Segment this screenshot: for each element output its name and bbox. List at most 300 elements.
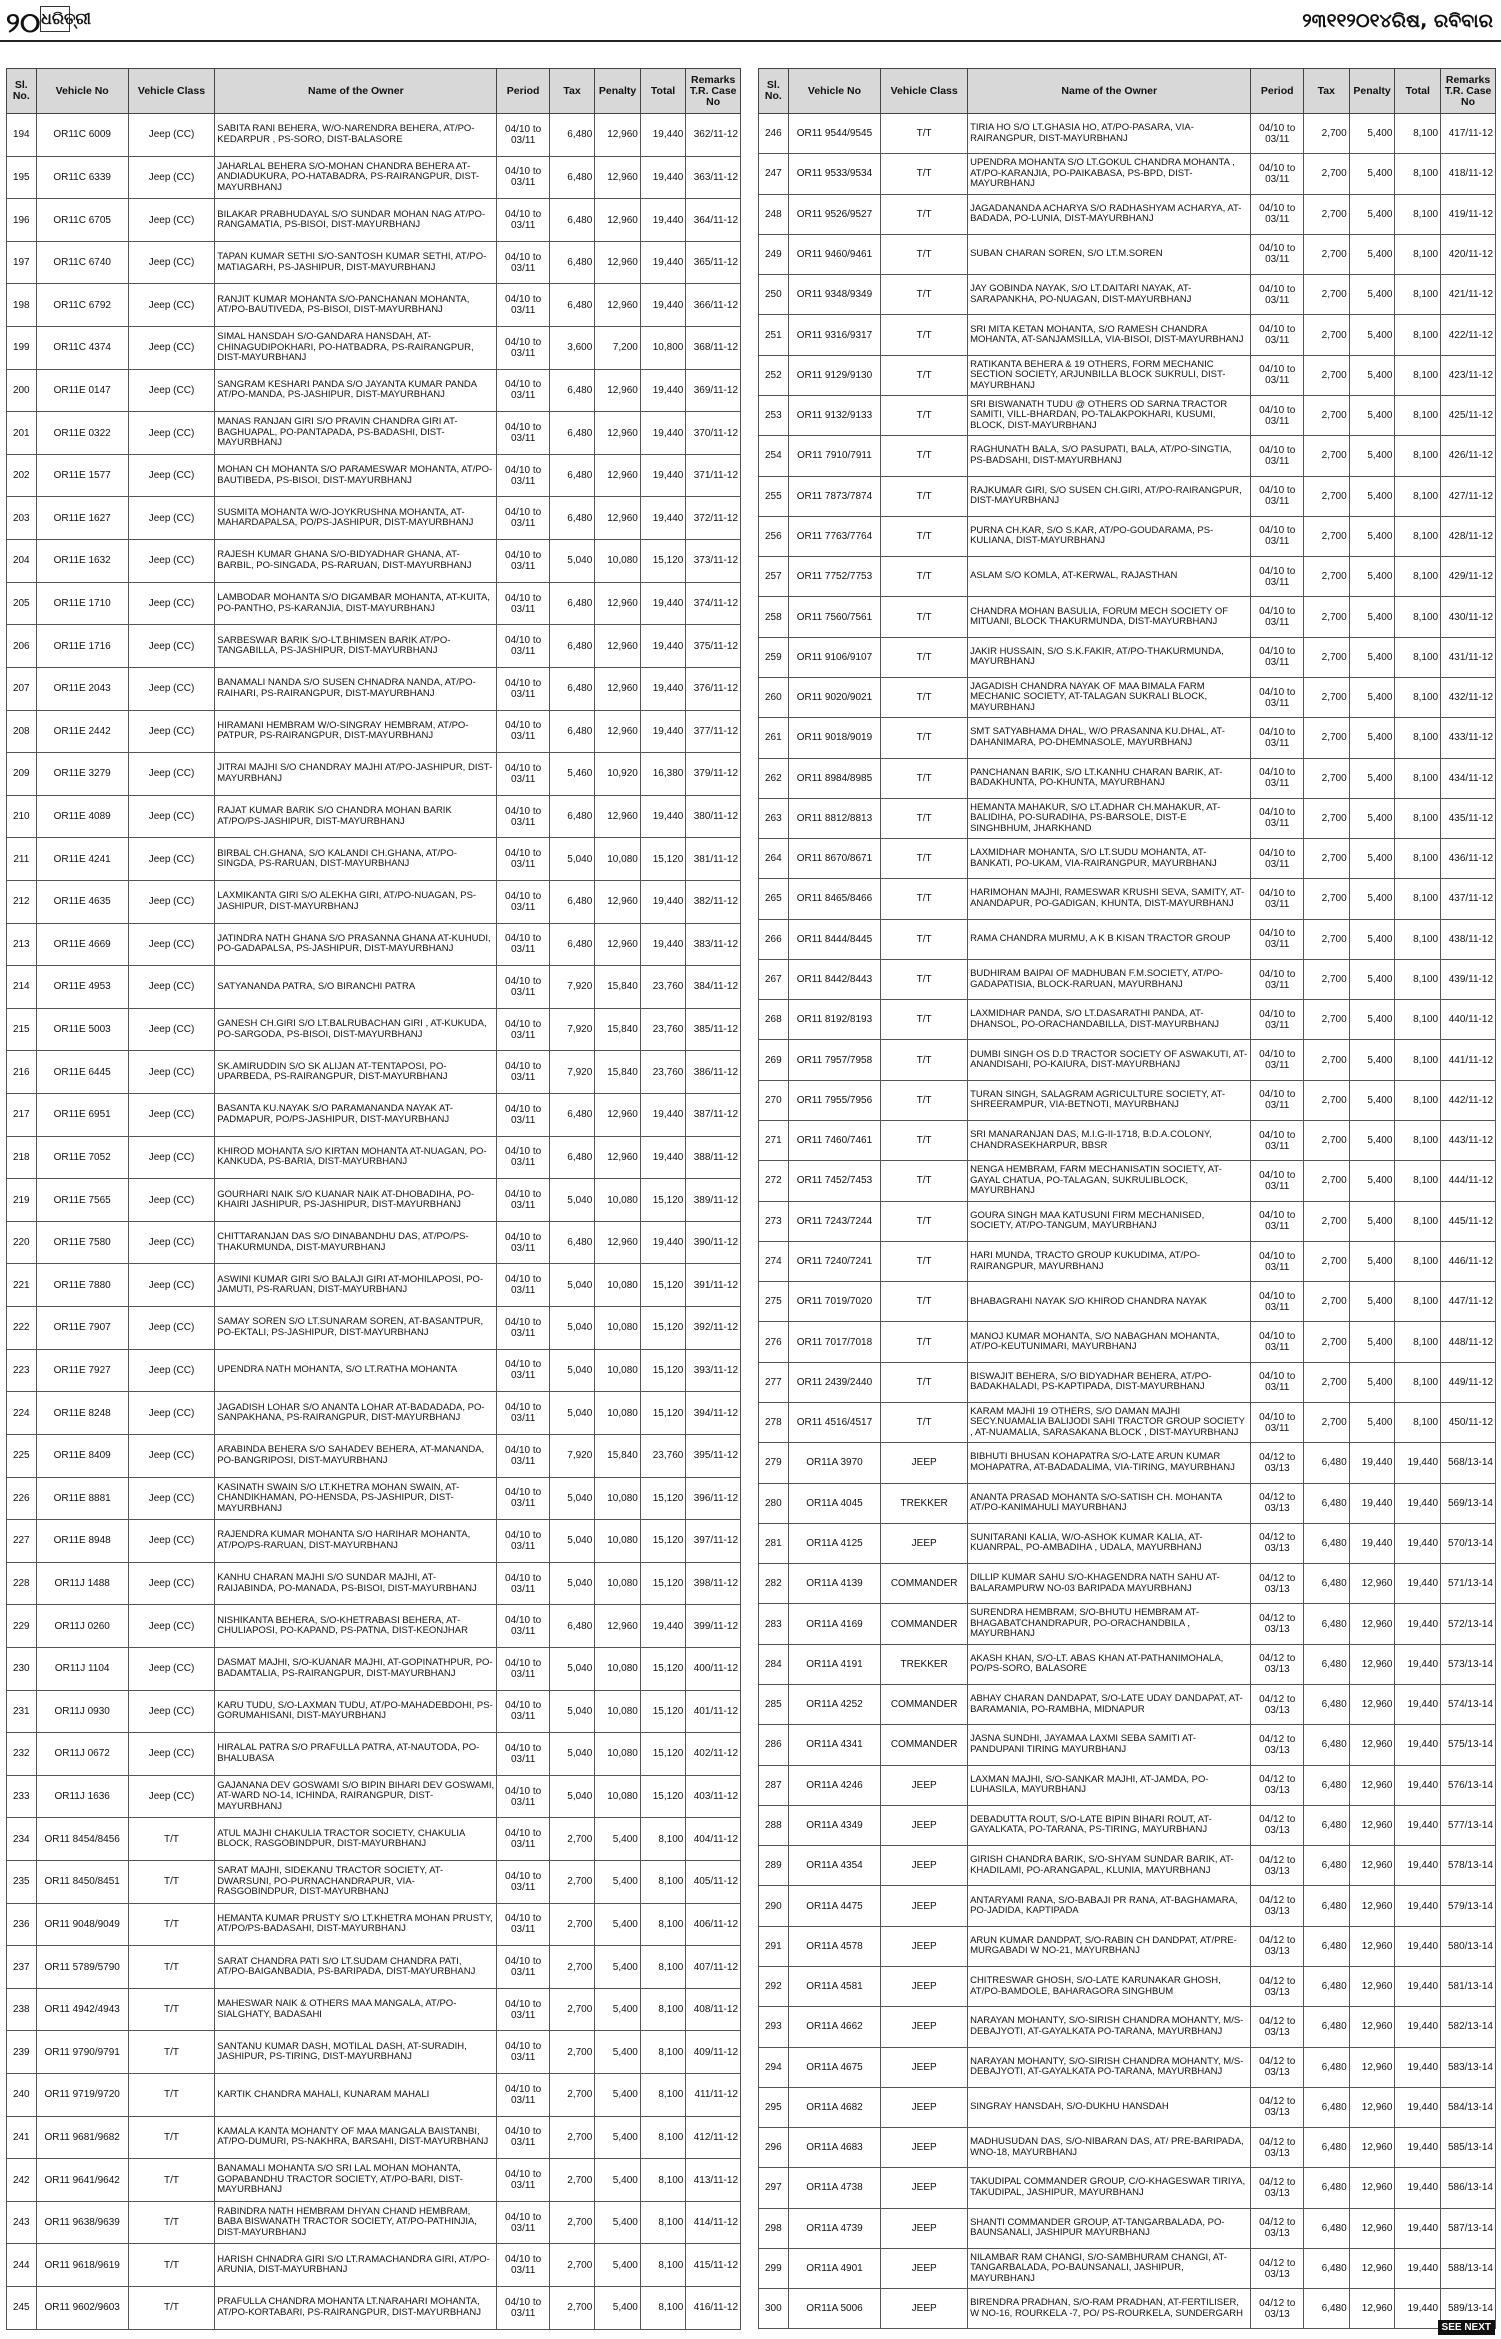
cell-owner-name: ANANTA PRASAD MOHANTA S/O-SATISH CH. MOHANTA AT/PO-KANIMAHULI MAYURBHANJ bbox=[968, 1483, 1251, 1523]
table-row bbox=[759, 839, 1496, 879]
page-number: ୨୦ bbox=[6, 6, 41, 39]
cell-sl-no: 256 bbox=[759, 516, 789, 556]
table-row bbox=[7, 1392, 741, 1435]
cell-total: 19,440 bbox=[1395, 2128, 1441, 2168]
cell-tax: 2,700 bbox=[549, 2287, 595, 2330]
cell-sl-no: 212 bbox=[7, 880, 37, 923]
cell-total: 8,100 bbox=[640, 1946, 686, 1989]
table-row bbox=[759, 1403, 1496, 1443]
cell-sl-no: 199 bbox=[7, 327, 37, 370]
cell-period: 04/12 to 03/13 bbox=[1251, 1886, 1304, 1926]
cell-vehicle-no: OR11 9348/9349 bbox=[788, 275, 881, 315]
cell-penalty: 5,400 bbox=[1349, 879, 1395, 919]
cell-total: 23,760 bbox=[640, 966, 686, 1009]
cell-total: 19,440 bbox=[1395, 2248, 1441, 2288]
cell-owner-name: NARAYAN MOHANTY, S/O-SIRISH CHANDRA MOHANTY, M/S-DEBAJYOTI, AT-GAYALKATA PO-TARANA, MAYURBHANJ bbox=[968, 2007, 1251, 2047]
cell-sl-no: 253 bbox=[759, 395, 789, 435]
table-row bbox=[7, 2201, 741, 2244]
cell-total: 8,100 bbox=[1395, 1040, 1441, 1080]
cell-penalty: 10,080 bbox=[595, 1179, 641, 1222]
vehicle-tax-table-left bbox=[6, 68, 741, 2330]
cell-remarks: 587/13-14 bbox=[1441, 2208, 1496, 2248]
cell-total: 15,120 bbox=[640, 1307, 686, 1350]
cell-vehicle-no: OR11J 1636 bbox=[36, 1775, 128, 1818]
column-header-total: Total bbox=[640, 69, 686, 114]
cell-total: 15,120 bbox=[640, 1349, 686, 1392]
cell-owner-name: JAKIR HUSSAIN, S/O S.K.FAKIR, AT/PO-THAKURMUNDA, MAYURBHANJ bbox=[968, 637, 1251, 677]
cell-vehicle-no: OR11 9106/9107 bbox=[788, 637, 881, 677]
cell-vehicle-class: COMMANDER bbox=[881, 1564, 968, 1604]
cell-tax: 2,700 bbox=[1303, 959, 1349, 999]
cell-vehicle-class: JEEP bbox=[881, 1443, 968, 1483]
cell-owner-name: RAJESH KUMAR GHANA S/O-BIDYADHAR GHANA, AT-BARBIL, PO-SINGADA, PS-RARUAN, DIST-MAYURBHANJ bbox=[215, 540, 497, 583]
cell-penalty: 12,960 bbox=[1349, 1966, 1395, 2006]
cell-vehicle-no: OR11C 6740 bbox=[36, 241, 128, 284]
cell-total: 19,440 bbox=[1395, 1684, 1441, 1724]
cell-owner-name: GOURA SINGH MAA KATUSUNI FIRM MECHANISED, SOCIETY, AT/PO-TANGUM, MAYURBHANJ bbox=[968, 1201, 1251, 1241]
cell-owner-name: SRI MITA KETAN MOHANTA, S/O RAMESH CHANDRA MOHANTA, AT-SANJAMSILLA, VIA-BISOI, DIST-MAYURBHANJ bbox=[968, 315, 1251, 355]
cell-owner-name: PURNA CH.KAR, S/O S.KAR, AT/PO-GOUDARAMA, PS-KULIANA, DIST-MAYURBHANJ bbox=[968, 516, 1251, 556]
column-header-vehicle-no: Vehicle No bbox=[788, 69, 881, 114]
cell-tax: 2,700 bbox=[549, 1946, 595, 1989]
cell-remarks: 403/11-12 bbox=[686, 1775, 741, 1818]
cell-vehicle-no: OR11A 4578 bbox=[788, 1926, 881, 1966]
cell-vehicle-no: OR11A 4662 bbox=[788, 2007, 881, 2047]
cell-vehicle-no: OR11A 4739 bbox=[788, 2208, 881, 2248]
cell-total: 19,440 bbox=[640, 114, 686, 157]
cell-tax: 5,040 bbox=[549, 1647, 595, 1690]
cell-tax: 6,480 bbox=[1303, 1604, 1349, 1644]
cell-penalty: 19,440 bbox=[1349, 1523, 1395, 1563]
table-row bbox=[759, 919, 1496, 959]
cell-sl-no: 293 bbox=[759, 2007, 789, 2047]
cell-vehicle-no: OR11 7240/7241 bbox=[788, 1241, 881, 1281]
cell-total: 15,120 bbox=[640, 1562, 686, 1605]
cell-owner-name: NILAMBAR RAM CHANGI, S/O-SAMBHURAM CHANGI, AT-TANGARBALADA, PO-BAUNSANALI, JASHIPUR, MAYURBHANJ bbox=[968, 2248, 1251, 2288]
cell-tax: 6,480 bbox=[1303, 2248, 1349, 2288]
cell-sl-no: 292 bbox=[759, 1966, 789, 2006]
cell-penalty: 12,960 bbox=[595, 156, 641, 199]
cell-total: 19,440 bbox=[1395, 1846, 1441, 1886]
cell-vehicle-class: T/T bbox=[128, 2074, 214, 2117]
cell-period: 04/10 to 03/11 bbox=[497, 1307, 549, 1350]
cell-owner-name: BASANTA KU.NAYAK S/O PARAMANANDA NAYAK AT-PADMAPUR, PO/PS-JASHIPUR, DIST-MAYURBHANJ bbox=[215, 1094, 497, 1137]
cell-sl-no: 252 bbox=[759, 355, 789, 395]
cell-remarks: 414/11-12 bbox=[686, 2201, 741, 2244]
table-row bbox=[7, 540, 741, 583]
table-row bbox=[7, 1690, 741, 1733]
cell-penalty: 5,400 bbox=[1349, 1201, 1395, 1241]
cell-vehicle-class: JEEP bbox=[881, 2248, 968, 2288]
cell-remarks: 370/11-12 bbox=[686, 412, 741, 455]
cell-sl-no: 264 bbox=[759, 839, 789, 879]
cell-period: 04/10 to 03/11 bbox=[497, 497, 549, 540]
table-row bbox=[7, 923, 741, 966]
cell-penalty: 12,960 bbox=[595, 369, 641, 412]
cell-sl-no: 277 bbox=[759, 1362, 789, 1402]
cell-period: 04/10 to 03/11 bbox=[497, 1477, 549, 1520]
cell-remarks: 438/11-12 bbox=[1441, 919, 1496, 959]
cell-period: 04/10 to 03/11 bbox=[497, 1136, 549, 1179]
cell-sl-no: 269 bbox=[759, 1040, 789, 1080]
cell-total: 8,100 bbox=[1395, 395, 1441, 435]
cell-vehicle-no: OR11J 1104 bbox=[36, 1647, 128, 1690]
cell-total: 8,100 bbox=[640, 1818, 686, 1861]
cell-penalty: 5,400 bbox=[1349, 395, 1395, 435]
table-row bbox=[759, 1241, 1496, 1281]
cell-period: 04/12 to 03/13 bbox=[1251, 1443, 1304, 1483]
cell-owner-name: CHITRESWAR GHOSH, S/O-LATE KARUNAKAR GHOSH, AT/PO-BAMDOLE, BAHARAGORA SINGHBUM bbox=[968, 1966, 1251, 2006]
cell-period: 04/10 to 03/11 bbox=[497, 1733, 549, 1776]
cell-vehicle-no: OR11E 1577 bbox=[36, 454, 128, 497]
cell-vehicle-no: OR11E 1710 bbox=[36, 582, 128, 625]
cell-penalty: 12,960 bbox=[1349, 1846, 1395, 1886]
table-row bbox=[759, 1483, 1496, 1523]
table-row bbox=[7, 1775, 741, 1818]
cell-period: 04/10 to 03/11 bbox=[497, 2159, 549, 2202]
cell-vehicle-class: JEEP bbox=[881, 1805, 968, 1845]
cell-vehicle-no: OR11E 7565 bbox=[36, 1179, 128, 1222]
cell-remarks: 448/11-12 bbox=[1441, 1322, 1496, 1362]
cell-vehicle-class: TREKKER bbox=[881, 1644, 968, 1684]
cell-owner-name: SARAT CHANDRA PATI S/O LT.SUDAM CHANDRA PATI, AT/PO-BAIGANBADIA, PS-BARIPADA, DIST-MAYURBHANJ bbox=[215, 1946, 497, 1989]
cell-tax: 2,700 bbox=[549, 2159, 595, 2202]
cell-sl-no: 297 bbox=[759, 2168, 789, 2208]
cell-vehicle-class: Jeep (CC) bbox=[128, 1136, 214, 1179]
cell-vehicle-class: T/T bbox=[881, 194, 968, 234]
cell-remarks: 391/11-12 bbox=[686, 1264, 741, 1307]
cell-vehicle-no: OR11E 1716 bbox=[36, 625, 128, 668]
cell-vehicle-no: OR11E 7927 bbox=[36, 1349, 128, 1392]
cell-vehicle-class: Jeep (CC) bbox=[128, 1349, 214, 1392]
cell-penalty: 5,400 bbox=[1349, 798, 1395, 838]
cell-sl-no: 243 bbox=[7, 2201, 37, 2244]
cell-tax: 5,040 bbox=[549, 1477, 595, 1520]
cell-remarks: 405/11-12 bbox=[686, 1860, 741, 1903]
cell-owner-name: GIRISH CHANDRA BARIK, S/O-SHYAM SUNDAR BARIK, AT-KHADILAMI, PO-ARANGAPAL, KLUNIA, MAYURBHANJ bbox=[968, 1846, 1251, 1886]
cell-tax: 2,700 bbox=[1303, 114, 1349, 154]
cell-total: 8,100 bbox=[1395, 798, 1441, 838]
cell-vehicle-class: JEEP bbox=[881, 1765, 968, 1805]
cell-penalty: 5,400 bbox=[595, 2287, 641, 2330]
cell-penalty: 12,960 bbox=[1349, 1765, 1395, 1805]
cell-vehicle-class: T/T bbox=[881, 1201, 968, 1241]
cell-vehicle-no: OR11 9681/9682 bbox=[36, 2116, 128, 2159]
cell-penalty: 12,960 bbox=[1349, 1926, 1395, 1966]
cell-penalty: 5,400 bbox=[1349, 1000, 1395, 1040]
cell-owner-name: JAGADANANDA ACHARYA S/O RADHASHYAM ACHARYA, AT-BADADA, PO-LUNIA, DIST-MAYURBHANJ bbox=[968, 194, 1251, 234]
cell-tax: 6,480 bbox=[1303, 1523, 1349, 1563]
cell-sl-no: 226 bbox=[7, 1477, 37, 1520]
table-row bbox=[7, 327, 741, 370]
cell-remarks: 430/11-12 bbox=[1441, 597, 1496, 637]
cell-owner-name: ATUL MAJHI CHAKULIA TRACTOR SOCIETY, CHAKULIA BLOCK, RASGOBINDPUR, DIST-MAYURBHANJ bbox=[215, 1818, 497, 1861]
cell-sl-no: 288 bbox=[759, 1805, 789, 1845]
cell-sl-no: 216 bbox=[7, 1051, 37, 1094]
cell-vehicle-no: OR11 9719/9720 bbox=[36, 2074, 128, 2117]
cell-remarks: 577/13-14 bbox=[1441, 1805, 1496, 1845]
cell-owner-name: NISHIKANTA BEHERA, S/O-KHETRABASI BEHERA, AT-CHULIAPOSI, PO-KAPAND, PS-PATNA, DIST-KEONJHAR bbox=[215, 1605, 497, 1648]
cell-vehicle-class: JEEP bbox=[881, 1846, 968, 1886]
table-row bbox=[759, 1201, 1496, 1241]
cell-sl-no: 242 bbox=[7, 2159, 37, 2202]
cell-remarks: 429/11-12 bbox=[1441, 557, 1496, 597]
cell-total: 19,440 bbox=[640, 625, 686, 668]
cell-vehicle-no: OR11 9533/9534 bbox=[788, 154, 881, 194]
cell-remarks: 371/11-12 bbox=[686, 454, 741, 497]
cell-penalty: 12,960 bbox=[595, 710, 641, 753]
cell-period: 04/10 to 03/11 bbox=[497, 1008, 549, 1051]
cell-remarks: 418/11-12 bbox=[1441, 154, 1496, 194]
cell-tax: 5,040 bbox=[549, 1264, 595, 1307]
see-next-label: SEE NEXT bbox=[1438, 2320, 1495, 2335]
cell-vehicle-class: T/T bbox=[128, 2201, 214, 2244]
cell-penalty: 5,400 bbox=[1349, 919, 1395, 959]
cell-period: 04/10 to 03/11 bbox=[497, 753, 549, 796]
table-row bbox=[7, 1179, 741, 1222]
cell-total: 8,100 bbox=[1395, 1121, 1441, 1161]
cell-period: 04/10 to 03/11 bbox=[497, 241, 549, 284]
cell-vehicle-no: OR11 7560/7561 bbox=[788, 597, 881, 637]
header-rule bbox=[0, 40, 1501, 42]
cell-period: 04/10 to 03/11 bbox=[1251, 879, 1304, 919]
table-row bbox=[7, 2159, 741, 2202]
cell-vehicle-class: Jeep (CC) bbox=[128, 625, 214, 668]
cell-tax: 6,480 bbox=[1303, 1644, 1349, 1684]
cell-period: 04/10 to 03/11 bbox=[497, 1094, 549, 1137]
cell-penalty: 10,080 bbox=[595, 1264, 641, 1307]
cell-vehicle-class: Jeep (CC) bbox=[128, 1094, 214, 1137]
cell-total: 8,100 bbox=[1395, 597, 1441, 637]
column-header-total: Total bbox=[1395, 69, 1441, 114]
cell-vehicle-class: Jeep (CC) bbox=[128, 1733, 214, 1776]
cell-vehicle-class: T/T bbox=[881, 1362, 968, 1402]
cell-vehicle-no: OR11A 4475 bbox=[788, 1886, 881, 1926]
cell-owner-name: BILAKAR PRABHUDAYAL S/O SUNDAR MOHAN NAG AT/PO-RANGAMATIA, PS-BISOI, DIST-MAYURBHANJ bbox=[215, 199, 497, 242]
cell-vehicle-class: T/T bbox=[881, 839, 968, 879]
cell-tax: 6,480 bbox=[1303, 2128, 1349, 2168]
cell-owner-name: MOHAN CH MOHANTA S/O PARAMESWAR MOHANTA, AT/PO-BAUTIBEDA, PS-BISOI, DIST-MAYURBHANJ bbox=[215, 454, 497, 497]
cell-remarks: 386/11-12 bbox=[686, 1051, 741, 1094]
cell-penalty: 12,960 bbox=[595, 795, 641, 838]
cell-remarks: 363/11-12 bbox=[686, 156, 741, 199]
cell-tax: 6,480 bbox=[549, 1221, 595, 1264]
cell-tax: 2,700 bbox=[1303, 315, 1349, 355]
table-row bbox=[7, 625, 741, 668]
cell-penalty: 5,400 bbox=[1349, 1362, 1395, 1402]
table-row bbox=[759, 1966, 1496, 2006]
cell-penalty: 5,400 bbox=[1349, 1161, 1395, 1201]
cell-vehicle-class: T/T bbox=[881, 919, 968, 959]
cell-remarks: 415/11-12 bbox=[686, 2244, 741, 2287]
cell-remarks: 369/11-12 bbox=[686, 369, 741, 412]
cell-owner-name: LAXMIKANTA GIRI S/O ALEKHA GIRI, AT/PO-NUAGAN, PS-JASHIPUR, DIST-MAYURBHANJ bbox=[215, 880, 497, 923]
cell-tax: 6,480 bbox=[1303, 1926, 1349, 1966]
cell-period: 04/10 to 03/11 bbox=[1251, 436, 1304, 476]
cell-tax: 2,700 bbox=[1303, 194, 1349, 234]
cell-owner-name: SANTANU KUMAR DASH, MOTILAL DASH, AT-SURADIH, JASHIPUR, PS-TIRING, DIST-MAYURBHANJ bbox=[215, 2031, 497, 2074]
cell-penalty: 7,200 bbox=[595, 327, 641, 370]
cell-total: 8,100 bbox=[1395, 637, 1441, 677]
cell-penalty: 5,400 bbox=[1349, 677, 1395, 717]
cell-remarks: 585/13-14 bbox=[1441, 2128, 1496, 2168]
cell-tax: 2,700 bbox=[549, 1860, 595, 1903]
cell-tax: 6,480 bbox=[549, 667, 595, 710]
cell-owner-name: KARU TUDU, S/O-LAXMAN TUDU, AT/PO-MAHADEBDOHI, PS-GORUMAHISANI, DIST-MAYURBHANJ bbox=[215, 1690, 497, 1733]
cell-remarks: 377/11-12 bbox=[686, 710, 741, 753]
table-row bbox=[7, 1307, 741, 1350]
cell-period: 04/10 to 03/11 bbox=[1251, 154, 1304, 194]
cell-tax: 6,480 bbox=[549, 923, 595, 966]
cell-period: 04/10 to 03/11 bbox=[497, 710, 549, 753]
cell-sl-no: 299 bbox=[759, 2248, 789, 2288]
cell-remarks: 589/13-14 bbox=[1441, 2289, 1496, 2329]
cell-period: 04/12 to 03/13 bbox=[1251, 1926, 1304, 1966]
cell-owner-name: MANOJ KUMAR MOHANTA, S/O NABAGHAN MOHANTA, AT/PO-KEUTUNIMARI, MAYURBHANJ bbox=[968, 1322, 1251, 1362]
cell-remarks: 444/11-12 bbox=[1441, 1161, 1496, 1201]
column-header-tax: Tax bbox=[549, 69, 595, 114]
cell-remarks: 425/11-12 bbox=[1441, 395, 1496, 435]
cell-sl-no: 263 bbox=[759, 798, 789, 838]
cell-remarks: 574/13-14 bbox=[1441, 1684, 1496, 1724]
cell-penalty: 5,400 bbox=[595, 1988, 641, 2031]
table-row bbox=[7, 1946, 741, 1989]
cell-vehicle-no: OR11A 4738 bbox=[788, 2168, 881, 2208]
cell-tax: 7,920 bbox=[549, 1434, 595, 1477]
cell-sl-no: 219 bbox=[7, 1179, 37, 1222]
cell-period: 04/10 to 03/11 bbox=[497, 540, 549, 583]
cell-tax: 6,480 bbox=[1303, 1886, 1349, 1926]
cell-total: 8,100 bbox=[640, 2159, 686, 2202]
cell-vehicle-no: OR11 8444/8445 bbox=[788, 919, 881, 959]
cell-total: 8,100 bbox=[1395, 355, 1441, 395]
cell-vehicle-no: OR11A 4191 bbox=[788, 1644, 881, 1684]
cell-remarks: 406/11-12 bbox=[686, 1903, 741, 1946]
cell-period: 04/12 to 03/13 bbox=[1251, 1483, 1304, 1523]
cell-total: 19,440 bbox=[640, 156, 686, 199]
cell-remarks: 576/13-14 bbox=[1441, 1765, 1496, 1805]
cell-total: 15,120 bbox=[640, 1647, 686, 1690]
cell-penalty: 12,960 bbox=[1349, 2289, 1395, 2329]
cell-remarks: 419/11-12 bbox=[1441, 194, 1496, 234]
cell-remarks: 431/11-12 bbox=[1441, 637, 1496, 677]
cell-tax: 7,920 bbox=[549, 1008, 595, 1051]
cell-tax: 6,480 bbox=[1303, 1966, 1349, 2006]
cell-vehicle-no: OR11 8454/8456 bbox=[36, 1818, 128, 1861]
cell-period: 04/10 to 03/11 bbox=[1251, 718, 1304, 758]
cell-penalty: 5,400 bbox=[1349, 1080, 1395, 1120]
cell-tax: 6,480 bbox=[1303, 1564, 1349, 1604]
table-row bbox=[7, 2116, 741, 2159]
cell-vehicle-no: OR11E 0322 bbox=[36, 412, 128, 455]
table-row bbox=[7, 199, 741, 242]
table-row bbox=[7, 1434, 741, 1477]
cell-tax: 2,700 bbox=[1303, 919, 1349, 959]
column-header-sl-no: Sl. No. bbox=[7, 69, 37, 114]
cell-vehicle-no: OR11 9129/9130 bbox=[788, 355, 881, 395]
cell-owner-name: NENGA HEMBRAM, FARM MECHANISATIN SOCIETY, AT-GAYAL CHATUA, PO-TALAGAN, SUKRULIBLOCK, MAYURBHANJ bbox=[968, 1161, 1251, 1201]
cell-penalty: 10,080 bbox=[595, 1520, 641, 1563]
cell-sl-no: 202 bbox=[7, 454, 37, 497]
cell-sl-no: 254 bbox=[759, 436, 789, 476]
cell-owner-name: RAJAT KUMAR BARIK S/O CHANDRA MOHAN BARIK AT/PO/PS-JASHIPUR, DIST-MAYURBHANJ bbox=[215, 795, 497, 838]
cell-total: 8,100 bbox=[1395, 436, 1441, 476]
cell-period: 04/10 to 03/11 bbox=[497, 966, 549, 1009]
cell-vehicle-class: JEEP bbox=[881, 2168, 968, 2208]
cell-remarks: 392/11-12 bbox=[686, 1307, 741, 1350]
cell-total: 8,100 bbox=[1395, 758, 1441, 798]
cell-tax: 6,480 bbox=[1303, 2289, 1349, 2329]
cell-vehicle-no: OR11E 0147 bbox=[36, 369, 128, 412]
cell-period: 04/10 to 03/11 bbox=[1251, 1362, 1304, 1402]
cell-vehicle-no: OR11 4942/4943 bbox=[36, 1988, 128, 2031]
cell-total: 8,100 bbox=[1395, 1241, 1441, 1281]
cell-owner-name: JAGADISH LOHAR S/O ANANTA LOHAR AT-BADADADA, PO-SANPAKHANA, PS-RAIRANGPUR, DIST-MAYURBHANJ bbox=[215, 1392, 497, 1435]
cell-period: 04/10 to 03/11 bbox=[497, 1988, 549, 2031]
cell-vehicle-no: OR11E 7052 bbox=[36, 1136, 128, 1179]
cell-vehicle-class: T/T bbox=[881, 718, 968, 758]
cell-total: 8,100 bbox=[1395, 315, 1441, 355]
cell-sl-no: 298 bbox=[759, 2208, 789, 2248]
cell-total: 15,120 bbox=[640, 1775, 686, 1818]
table-row bbox=[759, 1322, 1496, 1362]
cell-vehicle-class: Jeep (CC) bbox=[128, 1647, 214, 1690]
cell-sl-no: 270 bbox=[759, 1080, 789, 1120]
cell-period: 04/12 to 03/13 bbox=[1251, 1725, 1304, 1765]
cell-tax: 2,700 bbox=[1303, 1121, 1349, 1161]
cell-owner-name: SABITA RANI BEHERA, W/O-NARENDRA BEHERA, AT/PO-KEDARPUR , PS-SORO, DIST-BALASORE bbox=[215, 114, 497, 157]
cell-tax: 2,700 bbox=[549, 2201, 595, 2244]
cell-period: 04/10 to 03/11 bbox=[1251, 1282, 1304, 1322]
cell-tax: 6,480 bbox=[549, 156, 595, 199]
cell-remarks: 379/11-12 bbox=[686, 753, 741, 796]
cell-vehicle-class: T/T bbox=[128, 2116, 214, 2159]
cell-vehicle-class: T/T bbox=[128, 2287, 214, 2330]
column-header-owner-name: Name of the Owner bbox=[968, 69, 1251, 114]
cell-sl-no: 295 bbox=[759, 2087, 789, 2127]
table-row bbox=[7, 454, 741, 497]
cell-tax: 2,700 bbox=[1303, 677, 1349, 717]
cell-sl-no: 238 bbox=[7, 1988, 37, 2031]
table-header-row bbox=[7, 69, 741, 114]
cell-remarks: 397/11-12 bbox=[686, 1520, 741, 1563]
cell-vehicle-class: T/T bbox=[881, 758, 968, 798]
cell-owner-name: MADHUSUDAN DAS, S/O-NIBARAN DAS, AT/ PRE-BARIPADA, WNO-18, MAYURBHANJ bbox=[968, 2128, 1251, 2168]
header-date: ୨୩୧୧୨୦୧୪ରିଷ, ରବିବାର bbox=[1302, 10, 1493, 32]
cell-penalty: 10,080 bbox=[595, 540, 641, 583]
cell-tax: 2,700 bbox=[1303, 1080, 1349, 1120]
cell-vehicle-no: OR11E 1627 bbox=[36, 497, 128, 540]
cell-sl-no: 237 bbox=[7, 1946, 37, 1989]
table-row bbox=[759, 1000, 1496, 1040]
cell-period: 04/12 to 03/13 bbox=[1251, 2007, 1304, 2047]
cell-period: 04/10 to 03/11 bbox=[1251, 395, 1304, 435]
cell-owner-name: SRI BISWANATH TUDU @ OTHERS OD SARNA TRACTOR SAMITI, VILL-BHARDAN, PO-TALAKPOKHARI, KUSUMI, BLOCK, DIST-MAYURBHANJ bbox=[968, 395, 1251, 435]
cell-tax: 7,920 bbox=[549, 1051, 595, 1094]
cell-period: 04/10 to 03/11 bbox=[1251, 758, 1304, 798]
cell-period: 04/10 to 03/11 bbox=[497, 1647, 549, 1690]
cell-owner-name: SINGRAY HANSDAH, S/O-DUKHU HANSDAH bbox=[968, 2087, 1251, 2127]
cell-remarks: 399/11-12 bbox=[686, 1605, 741, 1648]
cell-owner-name: KARTIK CHANDRA MAHALI, KUNARAM MAHALI bbox=[215, 2074, 497, 2117]
table-row bbox=[759, 597, 1496, 637]
cell-penalty: 12,960 bbox=[1349, 2248, 1395, 2288]
cell-tax: 6,480 bbox=[549, 582, 595, 625]
cell-vehicle-class: Jeep (CC) bbox=[128, 1605, 214, 1648]
cell-tax: 6,480 bbox=[549, 454, 595, 497]
cell-vehicle-no: OR11A 3970 bbox=[788, 1443, 881, 1483]
cell-vehicle-no: OR11C 6339 bbox=[36, 156, 128, 199]
